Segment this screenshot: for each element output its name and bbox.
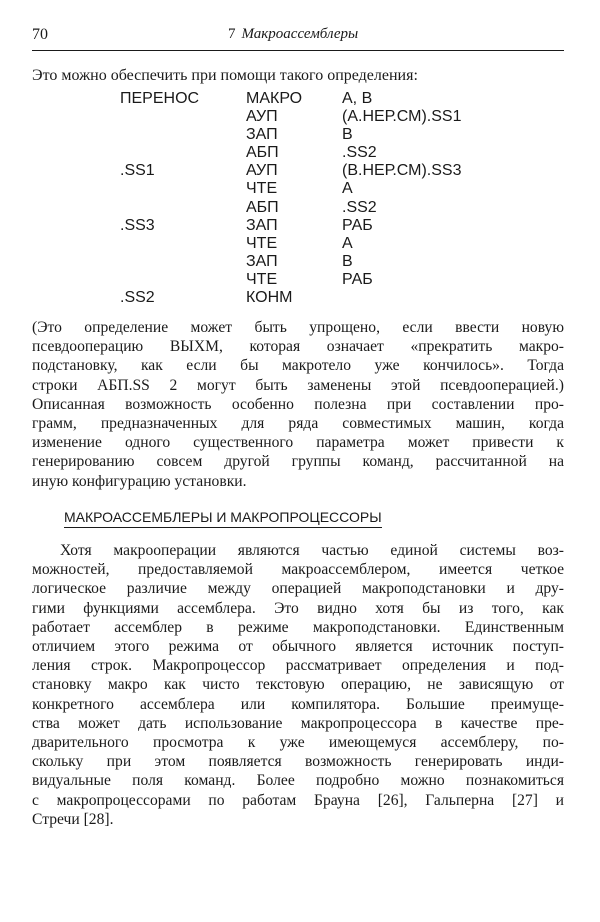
code-op: АБП <box>246 198 279 216</box>
text-line: псевдооперацию ВЫХМ, которая означает «прекратить макро- <box>32 338 564 356</box>
text-line: Описанная возможность особенно полезна при составлении про- <box>32 395 564 413</box>
code-row <box>120 289 540 307</box>
text-line: видуальные поля команд. Более подробно можно познакомиться <box>32 772 564 790</box>
text-line: конкретного ассемблера или компилятора. Большие преимуще- <box>32 695 564 713</box>
code-arg: РАБ <box>342 216 373 234</box>
code-row <box>120 126 540 144</box>
code-row <box>120 162 540 180</box>
code-arg: .SS2 <box>342 198 377 216</box>
text-line: (Это определение может быть упрощено, если ввести новую <box>32 319 564 336</box>
code-row <box>120 253 540 271</box>
text-line: можностей, предоставляемой макроассемблером, имеется четкое <box>32 561 564 579</box>
page-number: 70 <box>32 26 48 43</box>
text-line: Стречи [28]. <box>32 810 114 828</box>
chapter-title: Макроассемблеры <box>241 26 359 42</box>
code-op: АУП <box>246 162 278 180</box>
macro-definition-listing <box>120 90 540 307</box>
text-line: строки АБП.SS 2 могут быть заменены этой псевдооперацией.) <box>32 376 564 394</box>
code-op: ЧТЕ <box>246 180 278 198</box>
code-row <box>120 144 540 162</box>
text-line: логическое различие между операцией макроподстановки и дру- <box>32 580 564 598</box>
text-line: скольку при этом появляется возможность генерировать инди- <box>32 753 564 771</box>
code-arg: А <box>342 234 353 252</box>
text-line: гими функциями ассемблера. Это видно хотя бы из того, как <box>32 599 564 617</box>
code-row <box>120 199 540 217</box>
code-op: КОНМ <box>246 289 293 307</box>
code-op: АБП <box>246 144 279 162</box>
text-line: работает ассемблер в режиме макроподстановки. Единственным <box>32 618 564 636</box>
code-row <box>120 235 540 253</box>
code-label: .SS1 <box>120 162 155 180</box>
code-op: ЧТЕ <box>246 270 278 288</box>
text-line: Хотя макрооперации являются частью единой системы воз- <box>60 542 564 559</box>
code-arg: В <box>342 252 353 270</box>
paragraph-explanation <box>32 318 564 491</box>
code-arg: (А.НЕР.СМ).SS1 <box>342 108 462 126</box>
code-op: ЗАП <box>246 126 278 144</box>
code-op: ЗАП <box>246 216 278 234</box>
text-line: иную конфигурацию установки. <box>32 472 247 490</box>
code-label: ПЕРЕНОС <box>120 90 200 107</box>
code-op: АУП <box>246 108 278 126</box>
code-op: ЧТЕ <box>246 234 278 252</box>
code-op: МАКРО <box>246 90 303 107</box>
text-line: ления строк. Макропроцессор рассматривает определения и под- <box>32 657 564 675</box>
text-line: отличием этого режима от обычного является источник поступ- <box>32 638 564 656</box>
code-row <box>120 90 540 108</box>
text-line: грамм, предназначенных для ряда совместимых машин, когда <box>32 415 564 433</box>
text-line: генерированию совсем другой группы команд, рассчитанной на <box>32 453 564 471</box>
text-line: ства может дать использование макропроцессора в качестве пре- <box>32 714 564 732</box>
code-row <box>120 180 540 198</box>
code-label: .SS2 <box>120 289 155 307</box>
code-row <box>120 108 540 126</box>
code-arg: В <box>342 126 353 144</box>
text-line: дварительного просмотра к уже имеющемуся ассемблеру, по- <box>32 734 564 752</box>
code-arg: РАБ <box>342 270 373 288</box>
code-arg: (В.НЕР.СМ).SS3 <box>342 162 462 180</box>
code-row <box>120 271 540 289</box>
chapter-number: 7 <box>228 26 236 42</box>
code-op: ЗАП <box>246 252 278 270</box>
text-line: становку макро как чисто текстовую операцию, не зависящую от <box>32 676 564 694</box>
page-header <box>32 26 564 51</box>
code-arg: .SS2 <box>342 144 377 162</box>
code-arg: А <box>342 180 353 198</box>
text-line: изменение одного существенного параметра может привести к <box>32 434 564 452</box>
code-arg: А, В <box>342 90 373 107</box>
text-line: с макропроцессорами по работам Брауна [26], Гальперна [27] и <box>32 791 564 809</box>
code-row <box>120 217 540 235</box>
text-line: подстановку, как если бы макротело уже кончилось». Тогда <box>32 357 564 375</box>
paragraph-macroprocessors <box>32 541 564 829</box>
section-heading: МАКРОАССЕМБЛЕРЫ И МАКРОПРОЦЕССОРЫ <box>64 508 382 528</box>
intro-sentence: Это можно обеспечить при помощи такого определения: <box>32 67 418 84</box>
running-title <box>228 26 358 43</box>
code-label: .SS3 <box>120 216 155 234</box>
